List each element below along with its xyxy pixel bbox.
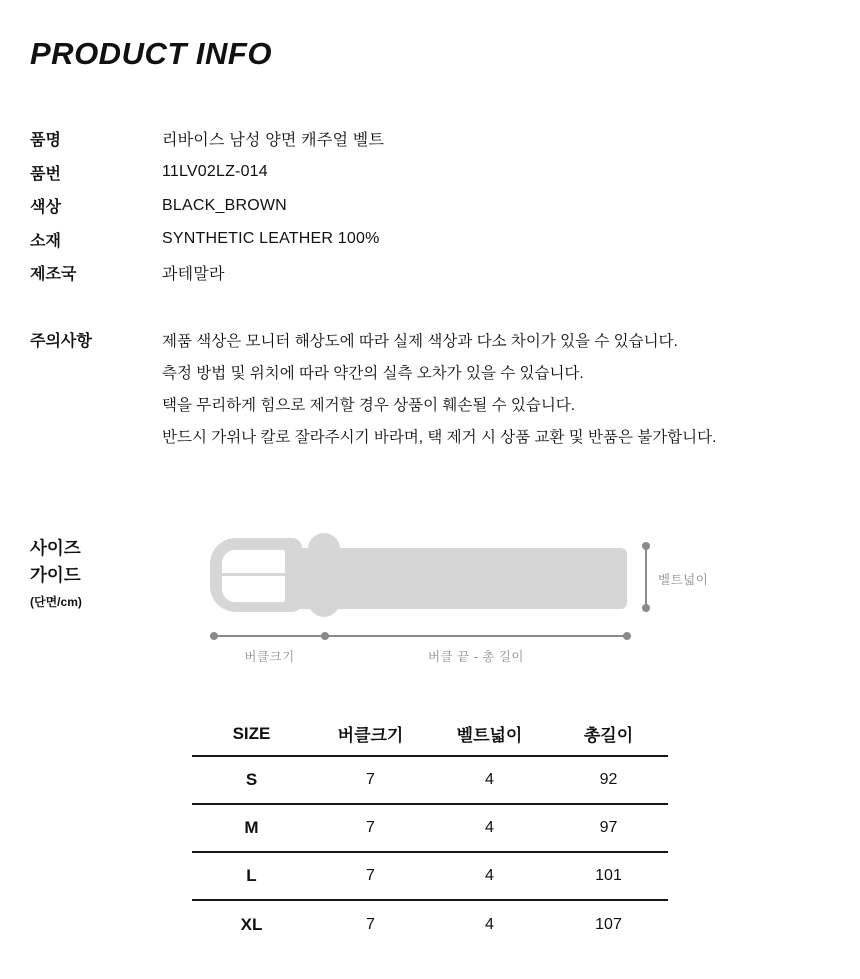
- precautions-section: [30, 326, 840, 454]
- table-row: [192, 853, 668, 901]
- size-cell: M: [244, 818, 259, 837]
- precaution-line: 측정 방법 및 위치에 따라 약간의 실측 오차가 있을 수 있습니다.: [162, 365, 584, 382]
- spec-row-material: [30, 223, 770, 257]
- spec-value: 11LV02LZ-014: [162, 163, 268, 181]
- spec-value: BLACK_BROWN: [162, 196, 287, 214]
- spec-row-country: [30, 256, 770, 290]
- precaution-line: 제품 색상은 모니터 해상도에 따라 실제 색상과 다소 차이가 있을 수 있습니다.: [162, 333, 678, 350]
- measure-dot: [321, 632, 329, 640]
- size-guide-title-line1: 사이즈: [30, 538, 81, 558]
- spec-row-color: [30, 189, 770, 223]
- total-length-cell: 101: [595, 867, 622, 884]
- page-title: PRODUCT INFO: [30, 36, 272, 71]
- size-cell: L: [246, 866, 257, 885]
- measure-dot: [623, 632, 631, 640]
- measure-dot: [210, 632, 218, 640]
- precaution-line: 택을 무리하게 힘으로 제거할 경우 상품이 훼손될 수 있습니다.: [162, 397, 576, 414]
- measure-dot: [642, 542, 650, 550]
- belt-width-cell: 4: [485, 819, 494, 836]
- size-cell: S: [245, 770, 258, 789]
- total-length-cell: 97: [599, 819, 618, 836]
- spec-label: 색상: [30, 199, 61, 217]
- spec-row-product-code: [30, 156, 770, 190]
- buckle-size-cell: 7: [366, 867, 375, 884]
- measure-dot: [642, 604, 650, 612]
- size-table: [192, 712, 668, 949]
- buckle-size-cell: 7: [366, 916, 375, 933]
- size-table-header: SIZE: [232, 723, 271, 743]
- belt-width-measure-line: [645, 546, 647, 608]
- precautions-lines: [162, 326, 716, 454]
- spec-label: 품번: [30, 165, 61, 183]
- product-spec-list: [30, 122, 770, 290]
- spec-value: 과테말라: [162, 266, 225, 284]
- spec-label: 품명: [30, 132, 61, 150]
- belt-buckle-prong: [222, 573, 285, 576]
- belt-buckle-window: [222, 550, 285, 602]
- size-table-header: 총길이: [583, 726, 634, 745]
- belt-width-label: 벨트넓이: [658, 573, 709, 587]
- length-measure-line: [214, 635, 627, 637]
- belt-width-cell: 4: [485, 867, 494, 884]
- belt-strap-illustration: [296, 548, 627, 609]
- size-table-header: 벨트넓이: [456, 726, 523, 745]
- buckle-size-cell: 7: [366, 771, 375, 788]
- precautions-label: 주의사항: [30, 333, 92, 350]
- belt-width-cell: 4: [485, 771, 494, 788]
- belt-width-cell: 4: [485, 916, 494, 933]
- size-guide-unit: (단면/cm): [30, 595, 82, 609]
- size-guide-title-line2: 가이드: [30, 565, 81, 585]
- spec-label: 제조국: [30, 266, 77, 284]
- table-row: [192, 757, 668, 805]
- buckle-size-cell: 7: [366, 819, 375, 836]
- size-guide-heading: [30, 535, 82, 610]
- spec-label: 소재: [30, 232, 61, 250]
- spec-value: SYNTHETIC LEATHER 100%: [162, 230, 380, 248]
- table-row: [192, 805, 668, 853]
- precaution-line: 반드시 가위나 칼로 잘라주시기 바라며, 택 제거 시 상품 교환 및 반품은 불가합니다.: [162, 429, 717, 446]
- buckle-size-label: 버클크기: [244, 650, 295, 664]
- size-table-header: 버클크기: [337, 726, 404, 745]
- spec-row-product-name: [30, 122, 770, 156]
- total-length-cell: 107: [595, 916, 622, 933]
- table-row: [192, 901, 668, 949]
- total-length-label: 버클 끝 - 총 길이: [427, 650, 524, 664]
- total-length-cell: 92: [599, 771, 618, 788]
- belt-keeper-illustration: [308, 533, 340, 617]
- spec-value: 리바이스 남성 양면 캐주얼 벨트: [162, 132, 385, 150]
- size-cell: XL: [240, 915, 263, 934]
- size-table-header-row: [192, 712, 668, 757]
